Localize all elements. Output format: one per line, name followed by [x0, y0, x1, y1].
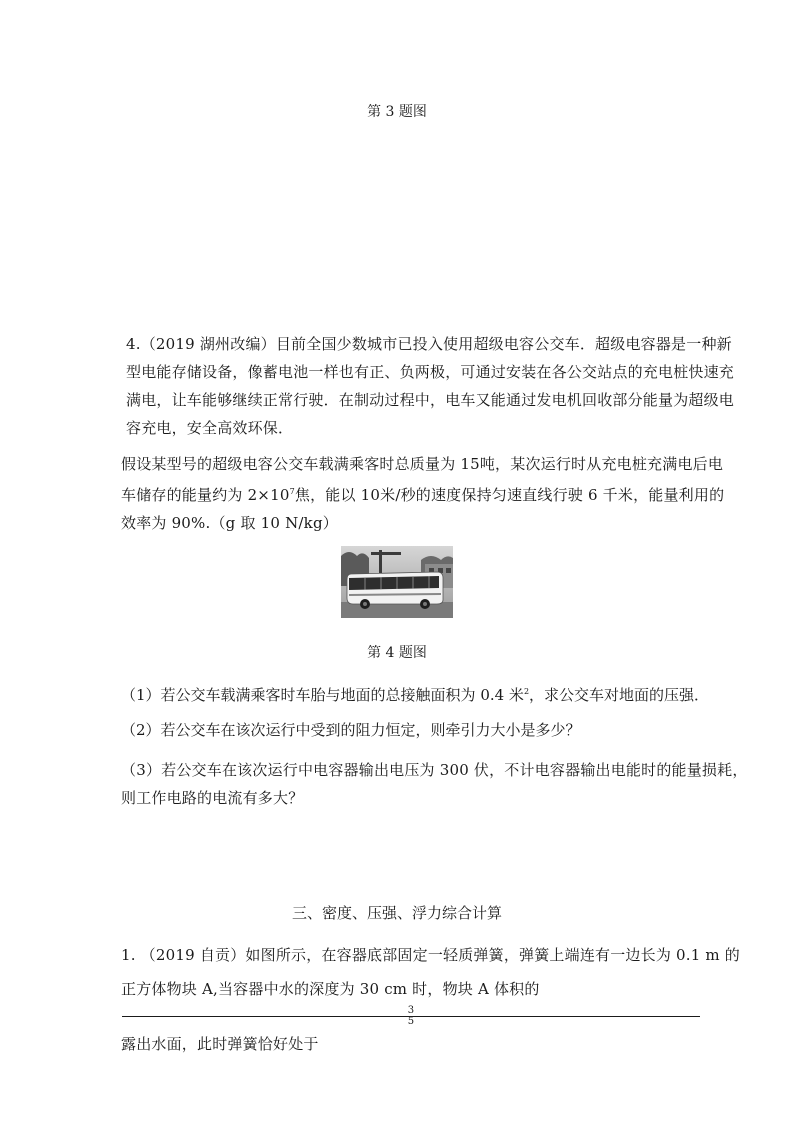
question-4-intro	[126, 330, 735, 442]
question-4-data-line: 效率为 90%.（g 取 10 N/kg）	[121, 514, 338, 532]
question-1-line: 正方体物块 A,当容器中水的深度为 30 cm 时，物块 A 体积的 3 5 露出水面，此时弹簧恰好处于	[121, 972, 701, 1061]
sub-question-3-line: （3）若公交车在该次运行中电容器输出电压为 300 伏，不计电容器输出电能时的能量损耗，	[121, 761, 748, 779]
figure-3-caption: 第 3 题图	[367, 104, 427, 120]
question-4-intro-line: 4.（2019 湖州改编）目前全国少数城市已投入使用超级电容公交车．超级电容器是一种新	[126, 335, 732, 353]
question-4-intro-line: 型电能存储设备，像蓄电池一样也有正、负两极，可通过安装在各公交站点的充电桩快速充	[126, 363, 735, 381]
question-4-data-line: 假设某型号的超级电容公交车载满乘客时总质量为 15吨，某次运行时从充电桩充满电后电	[121, 455, 724, 473]
sub-question-3	[121, 756, 748, 812]
sub-question-1: （1）若公交车载满乘客时车胎与地面的总接触面积为 0.4 米$^2$，求公交车对地面的压强．	[121, 686, 710, 704]
question-4-data	[121, 450, 725, 537]
sub-question-2: （2）若公交车在该次运行中受到的阻力恒定，则牵引力大小是多少？	[121, 721, 581, 739]
question-1-line: 1. （2019 自贡）如图所示，在容器底部固定一轻质弹簧，弹簧上端连有一边长为 0.1 m 的	[121, 946, 741, 964]
section-3-question-1	[121, 938, 741, 1061]
exponent: 7	[289, 487, 295, 496]
sub-question-3-line: 则工作电路的电流有多大？	[121, 789, 304, 807]
section-heading: 三、密度、压强、浮力综合计算	[291, 904, 502, 922]
bus-photo	[341, 546, 453, 618]
fraction-three-fifths: 3 5	[122, 1006, 700, 1027]
exponent: 2	[523, 687, 530, 696]
question-4-data-line: 车储存的能量约为 $2\times 10^7$焦，能以 10米/秒的速度保持匀速直线行驶 6 千米，能量利用的	[121, 486, 725, 504]
figure-4-caption: 第 4 题图	[367, 645, 427, 661]
question-4-intro-line: 满电，让车能够继续正常行驶．在制动过程中，电车又能通过发电机回收部分能量为超级电	[126, 391, 735, 409]
question-4-intro-line: 容充电，安全高效环保．	[126, 419, 294, 437]
